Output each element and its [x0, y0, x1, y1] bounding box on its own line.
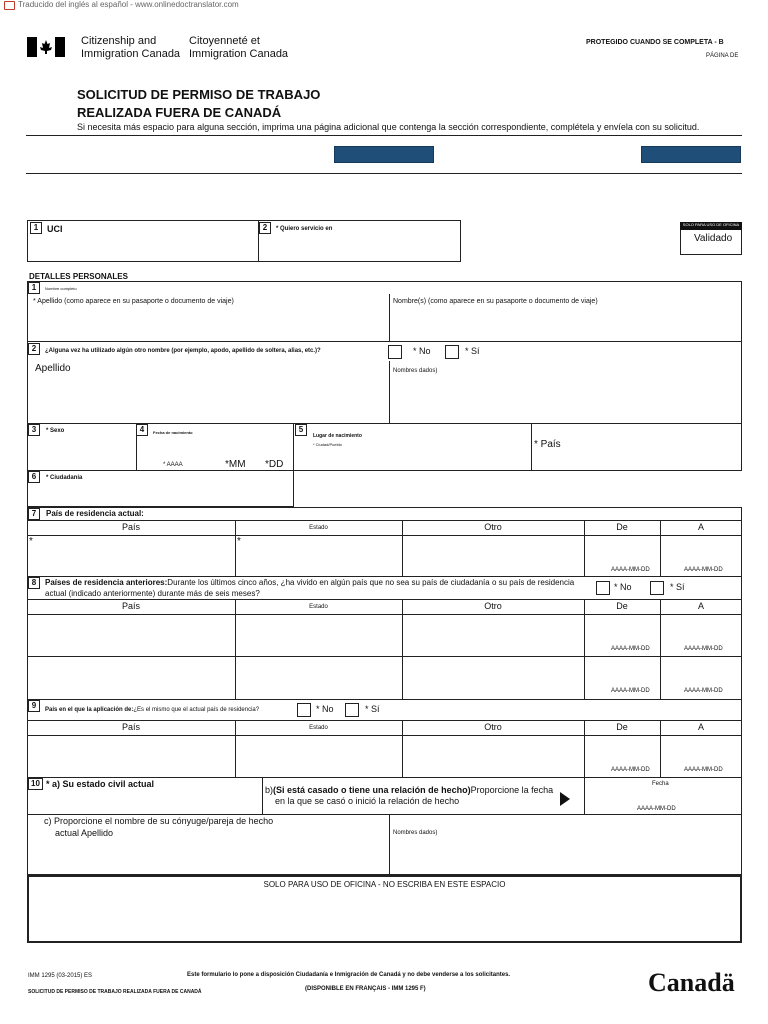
application-country-yes-checkbox[interactable]: [345, 703, 359, 717]
dob-mm: *MM: [225, 459, 246, 470]
section-number: 6: [28, 471, 40, 483]
canada-wordmark: Canadä: [648, 968, 735, 997]
section-number: 4: [136, 424, 148, 436]
previous-residence-question-2: actual (indicado anteriormente) durante más de seis meses?: [45, 589, 260, 598]
date-format: AAAA-MM-DD: [611, 646, 650, 652]
section-number: 9: [28, 700, 40, 712]
marriage-date-question: b)(Si está casado o tiene una relación de hecho)Proporcione la fecha: [265, 785, 554, 795]
form-title-line2: REALIZADA FUERA DE CANADÁ: [77, 105, 282, 120]
section-number: 2: [28, 343, 40, 355]
other-name-question: ¿Alguna vez ha utilizado algún otro nombre (por ejemplo, apodo, apellido de soltera, alias, etc.)?: [45, 348, 321, 354]
surname-label: * Apellido (como aparece en su pasaporte o documento de viaje): [33, 298, 234, 305]
other-surname-label: Apellido: [35, 363, 71, 374]
col-other: Otro: [484, 522, 502, 532]
col-other: Otro: [484, 601, 502, 611]
col-from: De: [616, 522, 628, 532]
col-from: De: [616, 722, 628, 732]
date-format: AAAA-MM-DD: [684, 567, 723, 573]
application-country-no-checkbox[interactable]: [297, 703, 311, 717]
col-state: Estado: [309, 604, 328, 610]
date-format: AAAA-MM-DD: [611, 567, 650, 573]
date-format: AAAA-MM-DD: [684, 767, 723, 773]
col-country: País: [121, 601, 140, 611]
dept-en-line2: Immigration Canada: [81, 48, 181, 60]
surname-input[interactable]: [28, 308, 388, 341]
col-other: Otro: [484, 722, 502, 732]
date-format: AAAA-MM-DD: [611, 767, 650, 773]
form-title-line1: SOLICITUD DE PERMISO DE TRABAJO: [77, 87, 321, 102]
dob-label: Fecha de nacimiento: [153, 430, 193, 435]
other-given-label: Nombres dados): [393, 368, 438, 374]
date-format: AAAA-MM-DD: [684, 688, 723, 694]
translator-icon: [4, 1, 15, 10]
personal-details-heading: DETALLES PERSONALES: [29, 272, 128, 281]
dob-yyyy: * AAAA: [163, 462, 183, 468]
sex-label: * Sexo: [46, 428, 65, 434]
birth-city-label: * Ciudad/Pueblo: [313, 442, 342, 447]
yes-label: * Sí: [365, 704, 380, 714]
dept-en-line1: Citizenship and: [81, 35, 157, 47]
col-from: De: [616, 601, 628, 611]
date-format: AAAA-MM-DD: [637, 806, 676, 812]
section-number: 1: [30, 222, 42, 234]
service-label: * Quiero servicio en: [276, 226, 333, 232]
spouse-given-label: Nombres dados): [393, 830, 438, 836]
yes-label: * Sí: [465, 346, 480, 356]
canada-flag-icon: [27, 37, 65, 57]
col-to: A: [697, 722, 704, 732]
spouse-name-label: c) Proporcione el nombre de su cónyuge/pareja de hecho: [44, 816, 274, 826]
dept-fr-line1: Citoyenneté et: [189, 35, 260, 47]
protected-label: PROTEGIDO CUANDO SE COMPLETA - B: [586, 39, 724, 46]
marriage-date-question-2: en la que se casó o inició la relación de hecho: [275, 796, 460, 806]
application-country-question: País en el que la aplicación de:¿Es el mismo que el actual país de residencia?: [45, 707, 260, 713]
footer-form-title: SOLICITUD DE PERMISO DE TRABAJO REALIZADA FUERA DE CANADÁ: [28, 989, 202, 995]
section-number: 10: [28, 778, 43, 790]
col-country: País: [121, 722, 140, 732]
footer-french: (DISPONIBLE EN FRANÇAIS - IMM 1295 F): [305, 986, 426, 992]
no-label: * No: [614, 582, 632, 592]
previous-residence-no-checkbox[interactable]: [596, 581, 610, 595]
full-name-small-label: Nombre completo: [45, 286, 77, 291]
action-button-left[interactable]: [334, 146, 434, 163]
birth-country-label: * País: [534, 439, 561, 450]
footer-notice: Este formulario lo pone a disposición Ciudadanía e Inmigración de Canadá y no debe venderse a los solicitantes.: [187, 972, 511, 978]
other-name-no-checkbox[interactable]: [388, 345, 402, 359]
office-use-label: SOLO PARA USO DE OFICINA: [682, 222, 740, 227]
date-label: Fecha: [652, 781, 669, 787]
current-residence-label: País de residencia actual:: [46, 509, 144, 518]
dob-dd: *DD: [265, 459, 284, 470]
no-label: * No: [413, 346, 431, 356]
col-state: Estado: [309, 725, 328, 731]
action-button-right[interactable]: [641, 146, 741, 163]
no-label: * No: [316, 704, 334, 714]
section-number: 1: [28, 282, 40, 294]
spouse-surname-label: actual Apellido: [55, 828, 114, 838]
marital-status-label: * a) Su estado civil actual: [46, 779, 155, 789]
col-country: País: [121, 522, 140, 532]
form-code: IMM 1295 (03-2015) ES: [28, 973, 93, 979]
date-format: AAAA-MM-DD: [684, 646, 723, 652]
section-number: 7: [28, 508, 40, 520]
translator-banner[interactable]: Traducido del inglés al español - www.onlinedoctranslator.com: [18, 0, 239, 9]
uci-label: UCI: [47, 224, 63, 234]
page-label: PÁGINA DE: [706, 53, 739, 59]
col-to: A: [697, 601, 704, 611]
section-number: 8: [28, 577, 40, 589]
required-star: *: [237, 536, 241, 547]
col-state: Estado: [309, 525, 328, 531]
instructions: Si necesita más espacio para alguna sección, imprima una página adicional que contenga la sección correspondiente, complétela y envíela con su solicitud.: [77, 122, 700, 132]
dept-fr-line2: Immigration Canada: [189, 48, 289, 60]
given-names-label: Nombre(s) (como aparece en su pasaporte o documento de viaje): [393, 298, 598, 305]
section-number: 2: [259, 222, 271, 234]
col-to: A: [697, 522, 704, 532]
given-names-input[interactable]: [390, 308, 740, 341]
arrow-right-icon: [560, 792, 570, 806]
validated-label: Validado: [694, 233, 733, 244]
date-format: AAAA-MM-DD: [611, 688, 650, 694]
citizenship-label: * Ciudadanía: [46, 475, 83, 481]
previous-residence-question: Países de residencia anteriores:Durante los últimos cinco años, ¿ha vivido en algún país que no sea su país de ciudadanía o su país de residencia: [45, 578, 575, 587]
section-number: 5: [295, 424, 307, 436]
other-name-yes-checkbox[interactable]: [445, 345, 459, 359]
section-number: 3: [28, 424, 40, 436]
yes-label: * Sí: [670, 582, 685, 592]
office-only-label: SOLO PARA USO DE OFICINA - NO ESCRIBA EN ESTE ESPACIO: [263, 880, 506, 889]
required-star: *: [29, 536, 33, 547]
previous-residence-yes-checkbox[interactable]: [650, 581, 664, 595]
birthplace-label: Lugar de nacimiento: [313, 433, 362, 439]
